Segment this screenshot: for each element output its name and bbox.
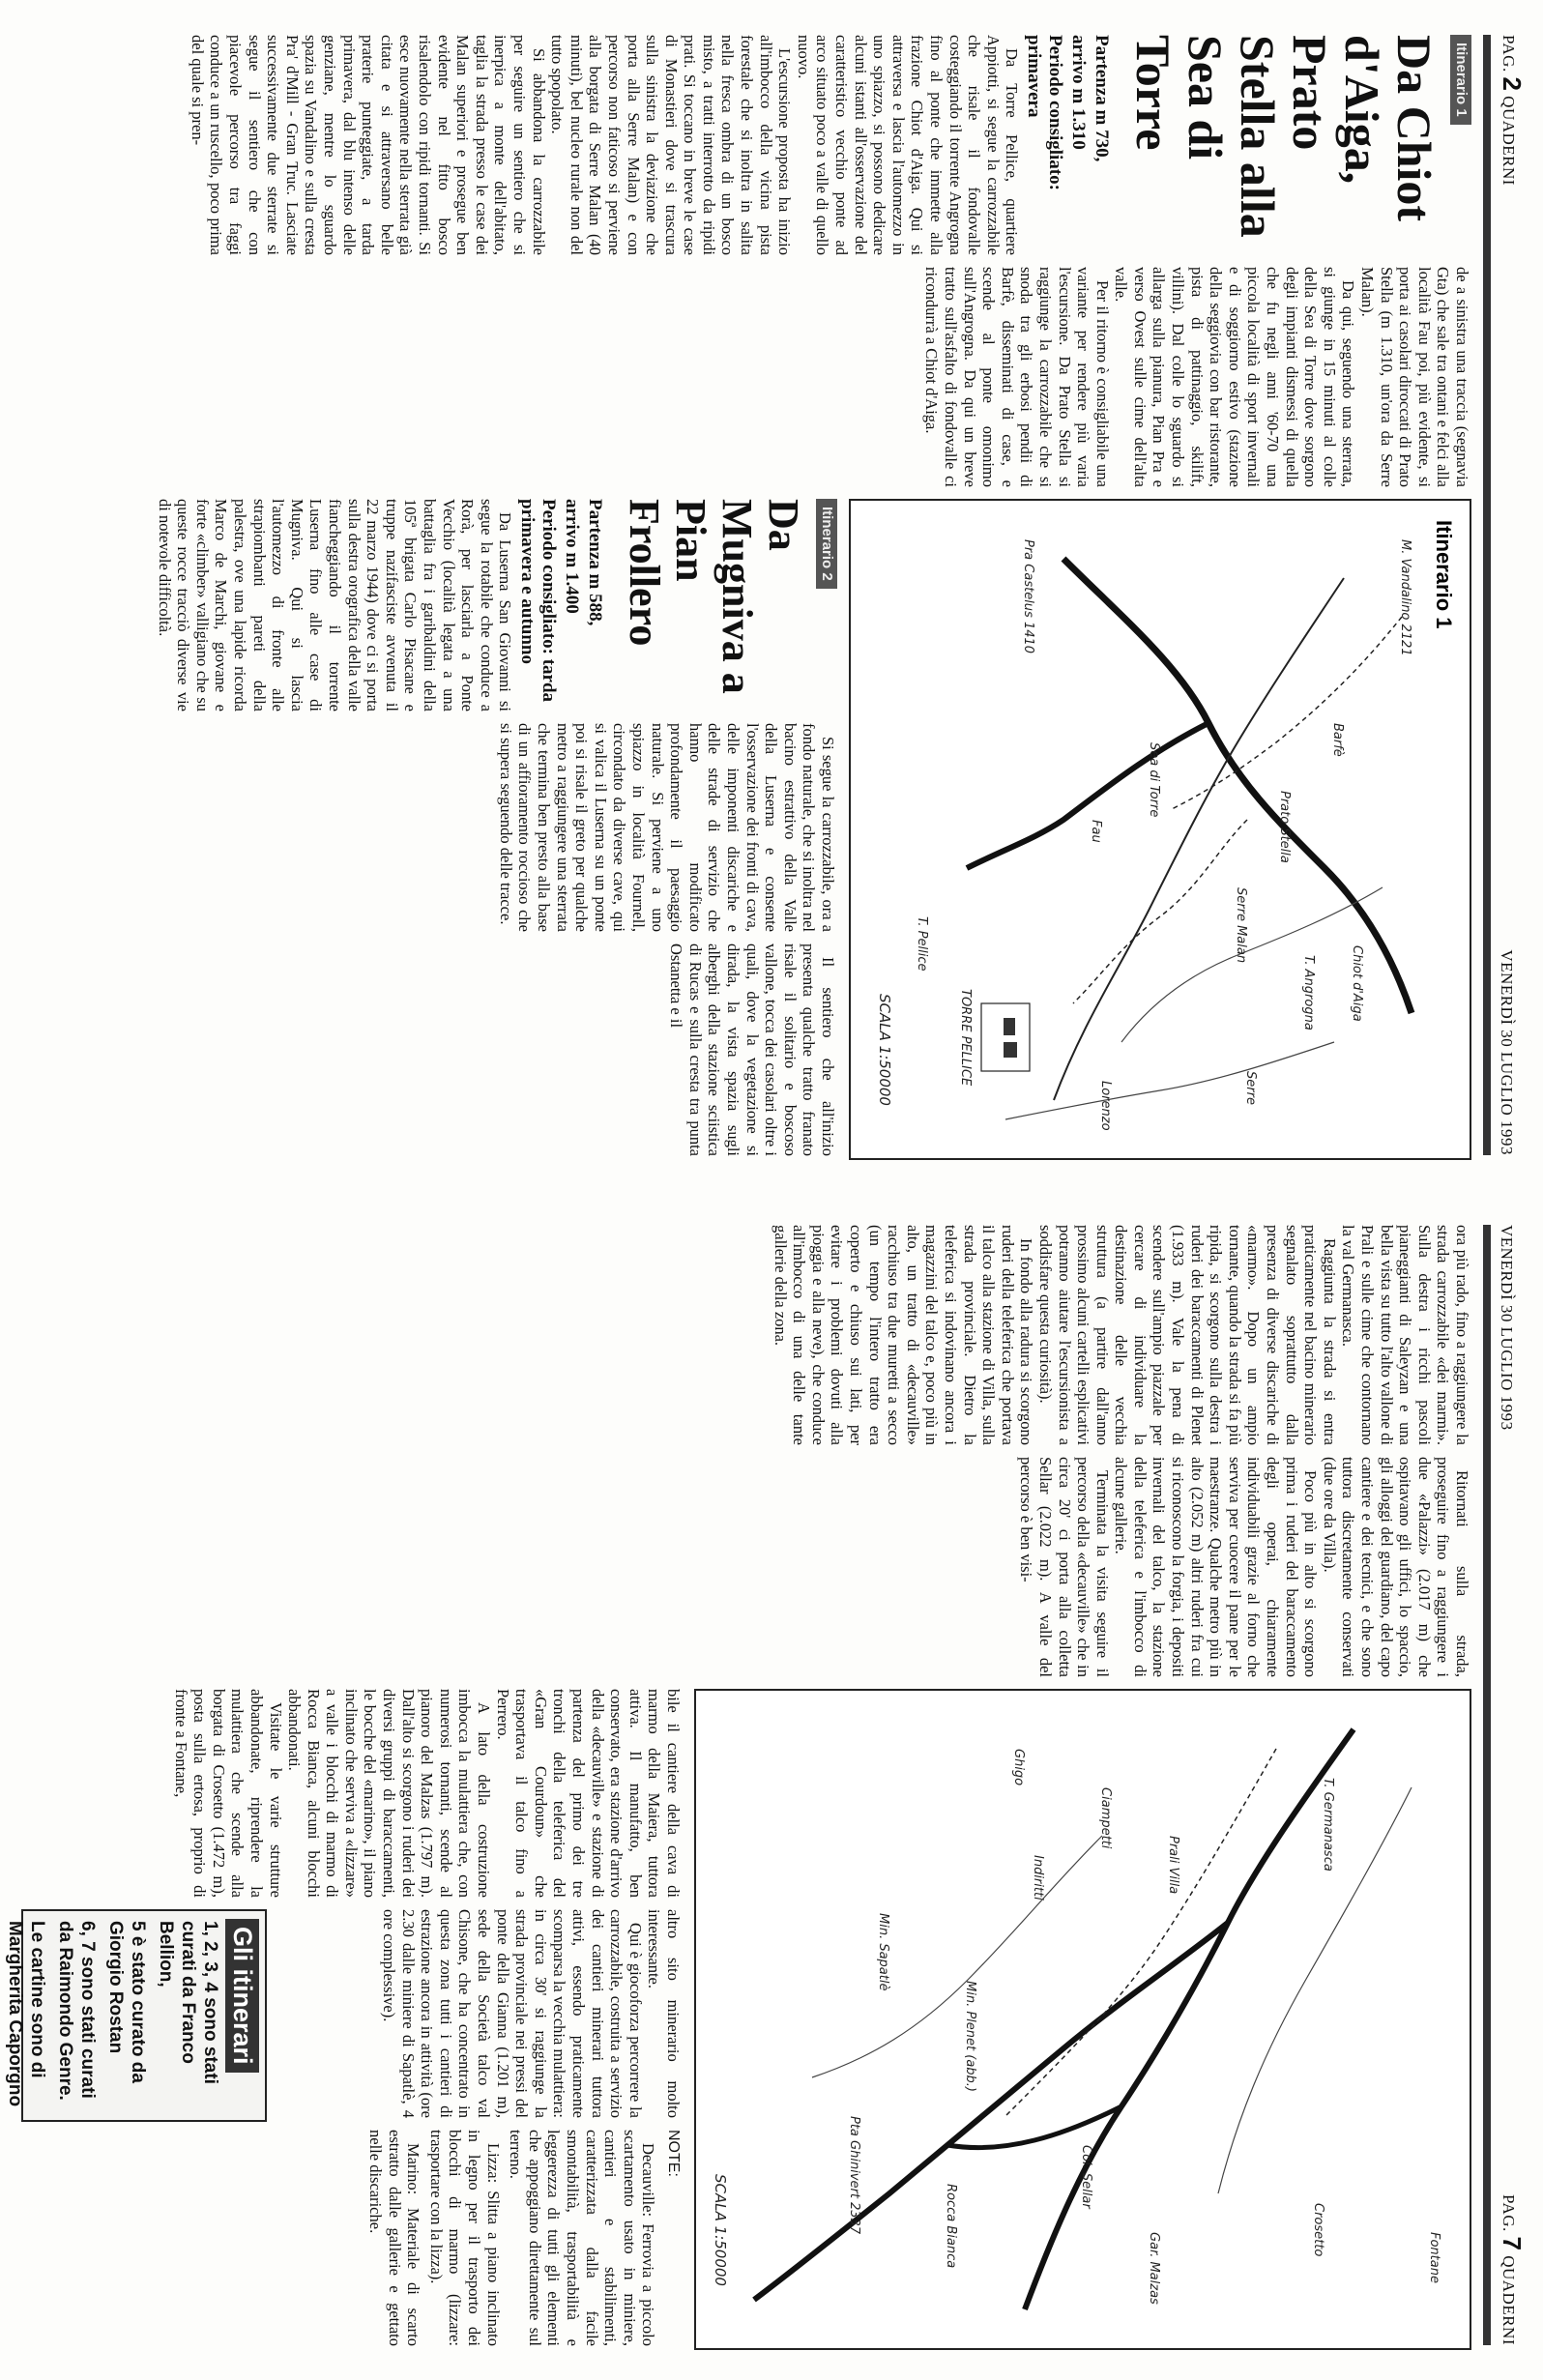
map2-label: Min. Sapatlè bbox=[876, 1913, 890, 1991]
map1-town-house bbox=[1004, 1018, 1015, 1035]
map2-label: Crosetto bbox=[1311, 2203, 1325, 2257]
page-7 bbox=[0, 1190, 1543, 2380]
article1-paragraph: Si abbandona la carrozzabile per seguire un sentiero che si inerpica a monte dell'abitato, taglia la strada presso le case dei Malan superiori e prosegue ben evidente nel fitto bosco risalendolo con ripidi tornanti. Si esce nuovamente nella sterrata già citata e si attraversano belle praterie punteggiate, a tarda primavera, dal blu intenso delle genziane, mentre lo sguardo spazia su Vandalino e sulla cresta Pra' d'Mill - Gran Truc. Lasciate successivamente due sterrate si segue il sentiero che con piacevole percorso tra faggi conduce a un ruscello, poco prima del quale si pren- bbox=[188, 35, 548, 255]
map1-label: Barfè bbox=[1330, 723, 1345, 757]
article3-col1 bbox=[21, 1225, 1471, 1445]
page-label: PAG. 2 QUADERNI bbox=[1498, 35, 1527, 186]
article2-col3 bbox=[15, 943, 837, 1156]
map-itinerary-2 bbox=[694, 1689, 1471, 2350]
article3-paragraph: Ritornati sulla strada, proseguire fino a raggiungere i due «Palazzi» (2.017 m) che ospitavano gli uffici, lo spaccio, gli alloggi del guardiano, del capo cantiere e dei tecnici, e che sono tuttora discretamente conservati (due ore da Villa). bbox=[1320, 1457, 1471, 1677]
map2-contour bbox=[812, 1836, 1102, 2077]
article3-paragraph: In fondo alla radura si scorgono ruderi della teleferica che portava il talco alla stazione di Villa, sulla strada provinciale. Dietro la teleferica si indovinano ancora i magazzini del talco e, poco più in alto, un tratto di «decauville» racchiuso tra due muretti a secco (un tempo l'intero tratto era coperto e chiuso sui lati, per evitare i problemi dovuti alla pioggia e alla neve), che conduce all'imbocco di una delle tante gallerie della zona. bbox=[771, 1225, 1036, 1445]
map2-road-main bbox=[1025, 1729, 1354, 2309]
map1-drawing bbox=[851, 501, 1470, 1158]
notes-column bbox=[15, 2130, 683, 2346]
page-number: 2 bbox=[1498, 76, 1527, 92]
article1-col1 bbox=[21, 35, 1471, 255]
map1-label: Prato Stella bbox=[1277, 791, 1292, 863]
article3-paragraph: A lato della costruzione imbocca la mulattiera che, con numerosi tornanti, scende al pianoro del Malzas (1.797 m). Dall'alto si scorgono i ruderi dei diversi gruppi di baraccamenti, le bocche del «marino», il piano inclinato che serviva a «lizzare» a valle i blocchi di marmo di Rocca Bianca, alcuni blocchi abbandonati. bbox=[285, 1689, 494, 1898]
map1-label: Lorenzo bbox=[1098, 1081, 1113, 1131]
article3-col4 bbox=[277, 1909, 683, 2118]
article1-paragraph: Da Torre Pellice, quartiere Appiotti, si segue la carrozzabile che risale il fondovalle costeggiando il torrente Angrogna fino al ponte che immette alla frazione Chiot d'Aiga. Qui si attraversa e lascia l'automezzo in uno spiazzo, si possono dedicare alcuni istanti all'osservazione del caratteristico vecchio ponte ad arco situato poco a valle di quello nuovo. bbox=[794, 35, 1022, 255]
article2-paragraph: Da Luserna San Giovanni si segue la rotabile che conduce a Rorà, per lasciarla a Ponte Vecchio (località legata a una battaglia fra i garibaldini della 105ª brigata Carlo Pisacane e truppe nazifasciste avvenuta il 22 marzo 1944) dove ci si porta sulla destra orografica della valle fiancheggiando il torrente Luserna fino alle case di Mugniva. Qui si lascia l'automezzo di fronte alle strapiombanti pareti della palestra, ove una lapide ricorda Marco de Marchi, giovane e forte «climber» valligiano che su queste rocce tracciò diverse vie di notevole difficoltà. bbox=[155, 499, 515, 711]
map1-town-house bbox=[1004, 1042, 1017, 1058]
map1-contour bbox=[1121, 887, 1383, 1042]
box-line: 6, 7 sono stati curati da Raimondo Genre. bbox=[55, 1921, 98, 2101]
itineraries-credits-box bbox=[5, 1909, 267, 2122]
article1-arrival: arrivo m 1.310 bbox=[1068, 35, 1090, 150]
map2-river bbox=[1218, 1787, 1412, 2193]
map2-scale: SCALA 1:50000 bbox=[712, 2174, 729, 2286]
date: VENERDÌ 30 LUGLIO 1993 bbox=[1498, 949, 1516, 1155]
map2-label: Ghigo bbox=[1011, 1749, 1026, 1786]
article1-paragraph: L'escursione proposta ha inizio all'imbocco della vicina pista forestale che si inoltra in salita nella fresca ombra di un bosco misto, a tratti interrotto da ripidi prati. Si toccano in breve le case di Monastieri dove si trascura sulla sinistra la deviazione che porta alla Serre Malan) e con percorso non faticoso si perviene alla borgata di Serre Malan (40 minuti), bel nucleo rurale non del tutto spopolato. bbox=[548, 35, 795, 255]
page-number: 7 bbox=[1498, 2236, 1527, 2251]
article1-period: Periodo consigliato: primavera bbox=[1024, 35, 1066, 190]
map1-town-block bbox=[981, 1003, 1030, 1071]
box-line: 5 è stato curato da Giorgio Rostan bbox=[105, 1921, 148, 2083]
map1-label: Chiot d'Aiga bbox=[1350, 945, 1364, 1022]
article2-kicker: Itinerario 2 bbox=[816, 499, 837, 589]
header-rule bbox=[1483, 1225, 1491, 2345]
map2-label: T. Germanasca bbox=[1321, 1778, 1335, 1872]
article3-paragraph: Terminata la visita seguire il percorso della «decauville» che in circa 20' ci porta alla colletta Sellar (2.022 m). A valle del percorso è ben visi- bbox=[1017, 1457, 1112, 1677]
article2-title: Da Mugniva a Pian Frollero bbox=[621, 499, 808, 694]
map2-label: Min. Plenet (abb.) bbox=[963, 1981, 977, 2092]
article3-paragraph: Raggiunta la strada si entra praticamente nel bacino minerario segnalato soprattutto dalla presenza di diverse discariche di «marmo». Dopo un ampio tornante, quando la strada si fa più ripida, si scorgono sulla destra i ruderi dei baraccamenti di Plenet (1.933 m). Vale la pena di scendere sull'ampio piazzale per cercare di individuare la destinazione delle vecchia struttura (a partire dall'anno prossimo alcuni cartelli esplicativi potranno aiutare l'escursionista a soddisfare questa curiosità). bbox=[1035, 1225, 1339, 1445]
map1-trail-2 bbox=[1073, 820, 1247, 1003]
map1-title: Itinerario 1 bbox=[1432, 520, 1456, 629]
box-line: 1, 2, 3, 4 sono stati curati da Franco Bellion, bbox=[156, 1921, 220, 2084]
article2-paragraph: Il sentiero che all'inizio presenta qualche tratto franato risale il solitario e boscoso vallone, tocca dei casolari oltre i quali, dove la vegetazione si dirada, la vista spazia sugli alberghi della stazione sciistica di Rucas e sulla cresta tra punta Ostanetta e il bbox=[667, 943, 837, 1156]
article2-departure: Partenza m 588, bbox=[585, 499, 606, 626]
map1-label: Fau bbox=[1089, 820, 1103, 843]
article2-paragraph: Si segue la carrozzabile, ora a fondo naturale, che si inoltra nel bacino estrattivo della Valle della Luserna e consente l'osservazione dei fronti di cava, delle imponenti discariche e delle strade di servizio che hanno modificato profondamente il paesaggio naturale. Si perviene a uno spiazzo in località Fournell, circondato da diverse cave, qui si valica il Luserna su un ponte poi si risale il greto per qualche metro a raggiungere una sterrata che termina ben presto alla base di un affioramento roccioso che si supera seguendo delle tracce. bbox=[496, 723, 837, 932]
map1-road-branch bbox=[967, 723, 1208, 868]
map1-label: T. Pellice bbox=[915, 916, 929, 972]
article1-cont-paragraph: Per il ritorno è consigliabile una variante per rendere più varia l'escursione. Da Prato Stella si raggiunge la carrozzabile che si snoda tra gli erbosi pendii di Barfè, disseminati di case, e scende al ponte omonimo sull'Angrogna. Da qui un breve tratto sull'asfalto di fondovalle ci ricondurrà a Chiot d'Aiga. bbox=[922, 267, 1112, 487]
article2-col2 bbox=[15, 723, 837, 932]
article1-col2 bbox=[21, 267, 1471, 487]
map2-label: Gar. Malzas bbox=[1147, 2232, 1161, 2305]
article3-paragraph: Poco più in alto si scorgono prima i ruderi del baraccamento degli operai, chiaramente individuabili grazie al forno che serviva per cuocere il pane per le maestranze. Qualche metro più in alto (2.052 m) altri ruderi fra cui si riconoscono la forgia, i depositi invernali del talco, la stazione della teleferica e l'imbocco di alcune gallerie. bbox=[1112, 1457, 1321, 1677]
running-head-left bbox=[1491, 35, 1527, 1155]
article2-col1 bbox=[15, 499, 837, 711]
map1-label: Serre Malan bbox=[1234, 887, 1248, 964]
map1-label: T. Angrogna bbox=[1301, 955, 1316, 1030]
note-item: Decauville: Ferrovia a piccolo scartamento usato in miniere, cantieri e stabilimenti, caratterizzata dalla facile smontabilità, trasportabilità e leggerezza di tutti gli elementi che appoggiano direttamente sul terreno. bbox=[507, 2130, 658, 2346]
article1-title: Da Chiot d'Aiga, Prato Stella alla Sea di Torre bbox=[1126, 35, 1442, 238]
running-head-right bbox=[1491, 1225, 1527, 2345]
article1-kicker: Itinerario 1 bbox=[1450, 35, 1471, 125]
map2-label: Pta Ghinivert 2337 bbox=[847, 2116, 861, 2235]
page-label: PAG. 7 QUADERNI bbox=[1498, 2194, 1527, 2345]
article3-paragraph: Visitate le varie strutture abbandonate, riprendere la mulattiera che scende alla borgata di Crosetto (1.472 m), posta sulla ertosa, proprio di fronte a Fontane, bbox=[171, 1689, 285, 1898]
article3-paragraph: Qui è giocoforza percorrere la carrozzabile, costruita a servizio dei cantieri minerari tuttora attivi, essendo praticamente scomparsa la vecchia mulattiera: in circa 30' si raggiunge la strada provinciale nei pressi del ponte della Gianna (1.201 m), sede della Società talco val Chisone, che ha concentrato in questa zona tutti i cantieri di estrazione ancora in attività (ore 2.30 dalle miniere di Sapatlè, 4 ore complessive). bbox=[380, 1909, 645, 2118]
article2-period: Periodo consigliato: tarda primavera e autunno bbox=[517, 499, 560, 703]
notes-heading: NOTE: bbox=[665, 2130, 682, 2177]
article3-paragraph: altro sito minerario molto interessante. bbox=[645, 1909, 683, 2118]
map2-drawing bbox=[696, 1691, 1470, 2348]
map1-label: Serre bbox=[1243, 1071, 1258, 1105]
box-line: Le cartine sono di Margherita Caporgno bbox=[5, 1921, 47, 2107]
section-name: QUADERNI bbox=[1499, 96, 1518, 186]
article1-departure: Partenza m 730, bbox=[1092, 35, 1113, 162]
article3-paragraph: ora più rado, fino a raggiungere la strada carrozzabile «dei marmi». Sulla destra i ricchi pascoli pianeggianti di Saleyzan e una bella vista su tutto l'alto vallone di Prali e sulle cime che contornano la val Germanasca. bbox=[1339, 1225, 1471, 1445]
map-itinerary-1 bbox=[849, 499, 1471, 1160]
article1-cont-paragraph: de a sinistra una traccia (segnavia Gta) che sale tra ontani e felci alla località Fau poi, più evidente, si porta ai casolari diroccati di Prato Stella (m 1.310, un'ora da Serre Malan). bbox=[1358, 267, 1471, 487]
note-item: Lizza: Slitta a piano inclinato in legno per il trasporto dei blocchi di marmo (lizzare: trasportare con la lizza). bbox=[426, 2130, 503, 2346]
map1-label: Pra Castelus 1410 bbox=[1021, 539, 1035, 654]
article1-cont-paragraph: Da qui, seguendo una sterrata, si giunge in 15 minuti al colle della Sea di Torre dove sorgono degli impianti dismessi di quella che fu negli anni '60-70 una piccola località di sport invernali e di soggiorno estivo (stazione della seggiovia con bar ristorante, pista di pattinaggio, skilift, villini). Dal colle lo sguardo si allarga sulla pianura, Pian Pra e verso Ovest sulle cime dell'alta valle. bbox=[1112, 267, 1358, 487]
map2-label: Ciampetti bbox=[1098, 1787, 1113, 1849]
article2-arrival: arrivo m 1.400 bbox=[562, 499, 583, 614]
article3-paragraph: bile il cantiere della cava di marmo della Maiera, tuttora attiva. Il manufatto, ben conservato, era stazione d'arrivo della «decauville» e stazione di partenza del primo dei tre tronchi della teleferica del «Gran Courdoun» che trasportava il talco fino a Perrero. bbox=[493, 1689, 683, 1898]
header-rule bbox=[1483, 35, 1491, 1155]
box-title: Gli itinerari bbox=[225, 1919, 259, 2073]
map1-label: M. Vandalino 2121 bbox=[1398, 539, 1412, 656]
date: VENERDÌ 30 LUGLIO 1993 bbox=[1498, 1225, 1516, 1431]
map2-label: Indiritti bbox=[1031, 1855, 1045, 1901]
map2-label: Rocca Bianca bbox=[944, 2184, 958, 2269]
map1-scale: SCALA 1:50000 bbox=[876, 994, 893, 1106]
map1-label: Sea di Torre bbox=[1147, 742, 1161, 818]
map2-label: Prali Villa bbox=[1166, 1836, 1180, 1895]
note-item: Marino: Materiale di scarto estratto dalle gallerie e gettato nelle discariche. bbox=[366, 2130, 423, 2346]
section-name: QUADERNI bbox=[1499, 2255, 1518, 2345]
map2-label: Col. Sellar bbox=[1079, 2145, 1093, 2209]
article3-col3 bbox=[15, 1689, 683, 1898]
map2-label: Fontane bbox=[1427, 2232, 1441, 2283]
map1-label: TORRE PELLICE bbox=[958, 989, 973, 1087]
article3-col2 bbox=[21, 1457, 1471, 1677]
map1-contour-2 bbox=[1005, 1042, 1334, 1119]
